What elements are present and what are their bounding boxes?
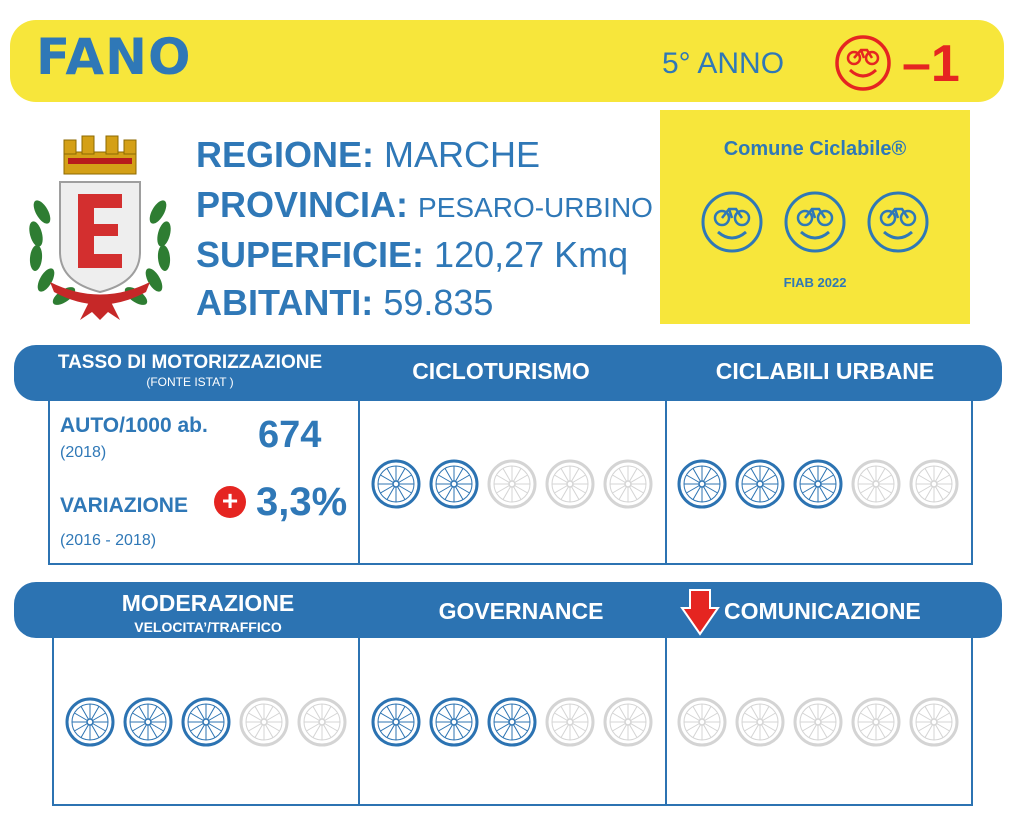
smiley-bike-icon <box>834 34 892 92</box>
comunicazione-title: COMUNICAZIONE <box>724 598 921 624</box>
bike-wheel-icon <box>486 696 538 748</box>
superficie-value: 120,27 Kmq <box>434 234 629 275</box>
smiley-bike-icon <box>866 190 930 254</box>
bike-wheel-icon <box>370 696 422 748</box>
cicloturismo-title: CICLOTURISMO <box>412 358 590 384</box>
bike-wheel-icon <box>908 458 960 510</box>
bike-wheel-icon <box>296 696 348 748</box>
bike-wheel-icon <box>486 458 538 510</box>
bike-wheel-icon <box>180 696 232 748</box>
variation-label: VARIAZIONE <box>60 494 188 517</box>
info-regione <box>196 135 540 175</box>
bike-wheel-icon <box>544 696 596 748</box>
variation-value: 3,3% <box>256 480 348 524</box>
provincia-label: PROVINCIA: <box>196 184 409 225</box>
city-name: FANO <box>36 28 192 86</box>
year-label: 5° ANNO <box>662 47 785 80</box>
bike-wheel-icon <box>734 458 786 510</box>
provincia-value: PESARO-URBINO <box>418 192 653 223</box>
info-superficie <box>196 235 628 275</box>
score: –1 <box>902 35 960 93</box>
bike-wheel-icon <box>792 458 844 510</box>
bike-wheel-icon <box>428 696 480 748</box>
moderazione-title: MODERAZIONE <box>121 590 295 616</box>
plus-icon: + <box>214 486 246 518</box>
ciclabili-urbane-title: CICLABILI URBANE <box>715 358 935 384</box>
bike-wheel-icon <box>238 696 290 748</box>
bike-wheel-icon <box>602 696 654 748</box>
variation-years: (2016 - 2018) <box>60 532 157 549</box>
moderazione-subtitle: VELOCITA’/TRAFFICO <box>134 619 282 635</box>
governance-rating <box>370 696 654 748</box>
smiley-bike-icon <box>783 190 847 254</box>
auto-label: AUTO/1000 ab. <box>60 414 208 437</box>
bike-wheel-icon <box>428 458 480 510</box>
bike-wheel-icon <box>676 458 728 510</box>
badge-title: Comune Ciclabile® <box>723 138 907 160</box>
superficie-label: SUPERFICIE: <box>196 234 425 275</box>
regione-value: MARCHE <box>384 134 541 175</box>
info-abitanti <box>196 283 493 323</box>
badge-footer: FIAB 2022 <box>783 275 847 290</box>
abitanti-value: 59.835 <box>383 282 494 323</box>
comune-ciclabile-badge <box>660 110 970 324</box>
bike-wheel-icon <box>370 458 422 510</box>
bike-wheel-icon <box>64 696 116 748</box>
bike-wheel-icon <box>544 458 596 510</box>
badge-smileys <box>700 190 930 254</box>
info-provincia <box>196 185 653 228</box>
moderazione-rating <box>64 696 348 748</box>
bike-wheel-icon <box>122 696 174 748</box>
bike-wheel-icon <box>792 696 844 748</box>
comunicazione-rating <box>676 696 960 748</box>
trend-down-arrow-icon <box>680 588 720 636</box>
bike-wheel-icon <box>908 696 960 748</box>
governance-title: GOVERNANCE <box>438 598 604 624</box>
motorization-subtitle: (FONTE ISTAT ) <box>146 375 234 389</box>
abitanti-label: ABITANTI: <box>196 282 374 323</box>
smiley-bike-icon <box>700 190 764 254</box>
auto-value: 674 <box>258 414 322 456</box>
cicloturismo-rating <box>370 458 654 510</box>
bike-wheel-icon <box>850 458 902 510</box>
bike-wheel-icon <box>850 696 902 748</box>
bike-wheel-icon <box>734 696 786 748</box>
regione-label: REGIONE: <box>196 134 375 175</box>
bike-wheel-icon <box>602 458 654 510</box>
coat-of-arms-emblem <box>20 132 180 322</box>
ciclabili-urbane-rating <box>676 458 960 510</box>
bike-wheel-icon <box>676 696 728 748</box>
motorization-title: TASSO DI MOTORIZZAZIONE <box>57 352 323 373</box>
auto-year: (2018) <box>60 444 107 461</box>
